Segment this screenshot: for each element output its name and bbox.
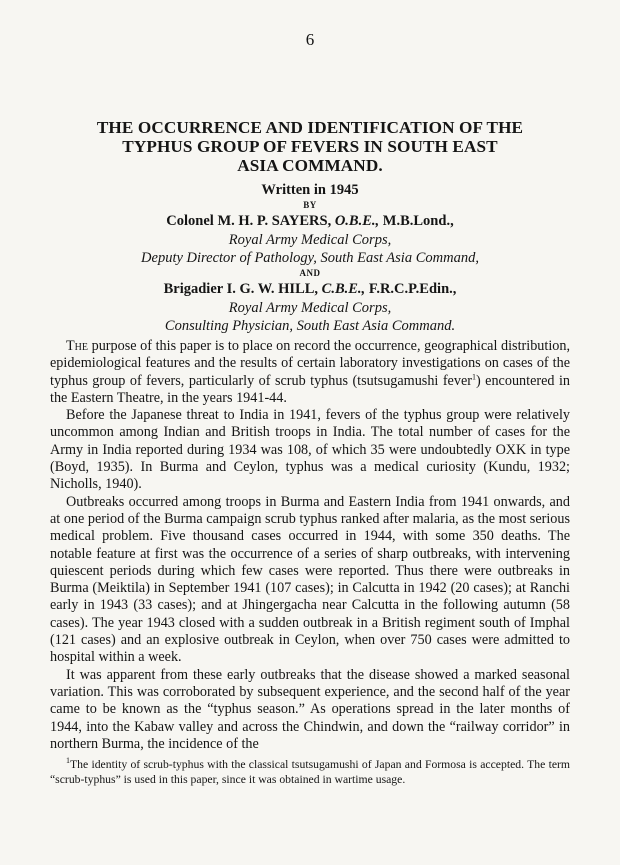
by-label: BY [303,200,317,210]
article-header [70,118,550,335]
paragraph-3: Outbreaks occurred among troops in Burma and Eastern India from 1941 onwards, and at one period of the Burma campaign scrub typhus ranked after malaria, as the most serious medical problem. Five thousand cases occurred in 1944, with some 350 deaths. The notable feature at first was the occurrence of a series of sharp outbreaks, with intervening quiescent periods during which few cases were reported. Thus there were outbreaks in Burma (Meiktila) in September 1941 (107 cases); in Calcutta in 1942 (20 cases); at Ranchi early in 1943 (33 cases); and at Jhingergacha near Calcutta in the following autumn (58 cases). The year 1943 closed with a sudden outbreak in a British regiment south of Imphal (121 cases) and an explosive outbreak in Ceylon, when over 750 cases were admitted to hospital within a week. [50,493,570,666]
title-line-1: THE OCCURRENCE AND IDENTIFICATION OF THE [96,118,524,137]
article-title [70,118,550,175]
footnote-ref: 1 [471,371,476,381]
author-1-honour: O.B.E., [334,213,380,229]
written-date: Written in 1945 [261,182,359,198]
author-1-degree: M.B.Lond., [382,213,454,229]
author-2 [70,280,550,299]
and-label: AND [299,268,321,278]
paragraph-2: Before the Japanese threat to India in 1941, fevers of the typhus group were relatively uncommon among Indian and British troops in India. The total number of cases for the Army in India reported during 1934 was 108, of which 35 were undoubtedly OXK in type (Boyd, 1935). In Burma and Ceylon, typhus was a medical curiosity (Kundu, 1932; Nicholls, 1940). [50,407,570,493]
paragraph-1-text-b: ) encountered in the Eastern Theatre, in the years 1941-44. [50,372,570,406]
author-2-affiliation-1: Royal Army Medical Corps, [228,300,392,316]
author-1-name: Colonel M. H. P. SAYERS, [166,213,332,229]
page-number: 6 [305,30,315,49]
paragraph-1-lead: The [66,338,88,354]
author-2-name: Brigadier I. G. W. HILL, [163,281,319,297]
article-body [50,338,570,753]
footnote-marker: 1 [66,756,70,766]
paragraph-1-text-a: purpose of this paper is to place on record the occurrence, geographical distribution, epidemiological features and the results of certain laboratory investigations on cases of the typhus group of fevers, particularly of scrub typhus (tsutsugamushi fever [50,338,570,389]
author-1-affiliation-2: Deputy Director of Pathology, South East Asia Command, [141,250,479,266]
author-1 [70,212,550,231]
title-line-2: TYPHUS GROUP OF FEVERS IN SOUTH EAST [122,137,498,156]
footnote-text: The identity of scrub-typhus with the classical tsutsugamushi of Japan and Formosa is accepted. The term “scrub-typhus” is used in this paper, since it was obtained in wartime usage. [50,758,570,786]
author-2-affiliation-2: Consulting Physician, South East Asia Command. [164,318,456,334]
author-1-affiliation-1: Royal Army Medical Corps, [228,232,392,248]
title-line-3: ASIA COMMAND. [237,156,383,175]
author-2-honour: C.B.E., [321,281,366,297]
paragraph-1 [50,338,570,407]
paragraph-4: It was apparent from these early outbreaks that the disease showed a marked seasonal variation. This was corroborated by subsequent experience, and the second half of the year came to be known as the “typhus season.” As operations spread in the later months of 1944, into the Kabaw valley and across the Chindwin, and down the “railway corridor” in northern Burma, the incidence of the [50,666,570,752]
footnote [50,758,570,787]
author-2-degree: F.R.C.P.Edin., [368,281,457,297]
